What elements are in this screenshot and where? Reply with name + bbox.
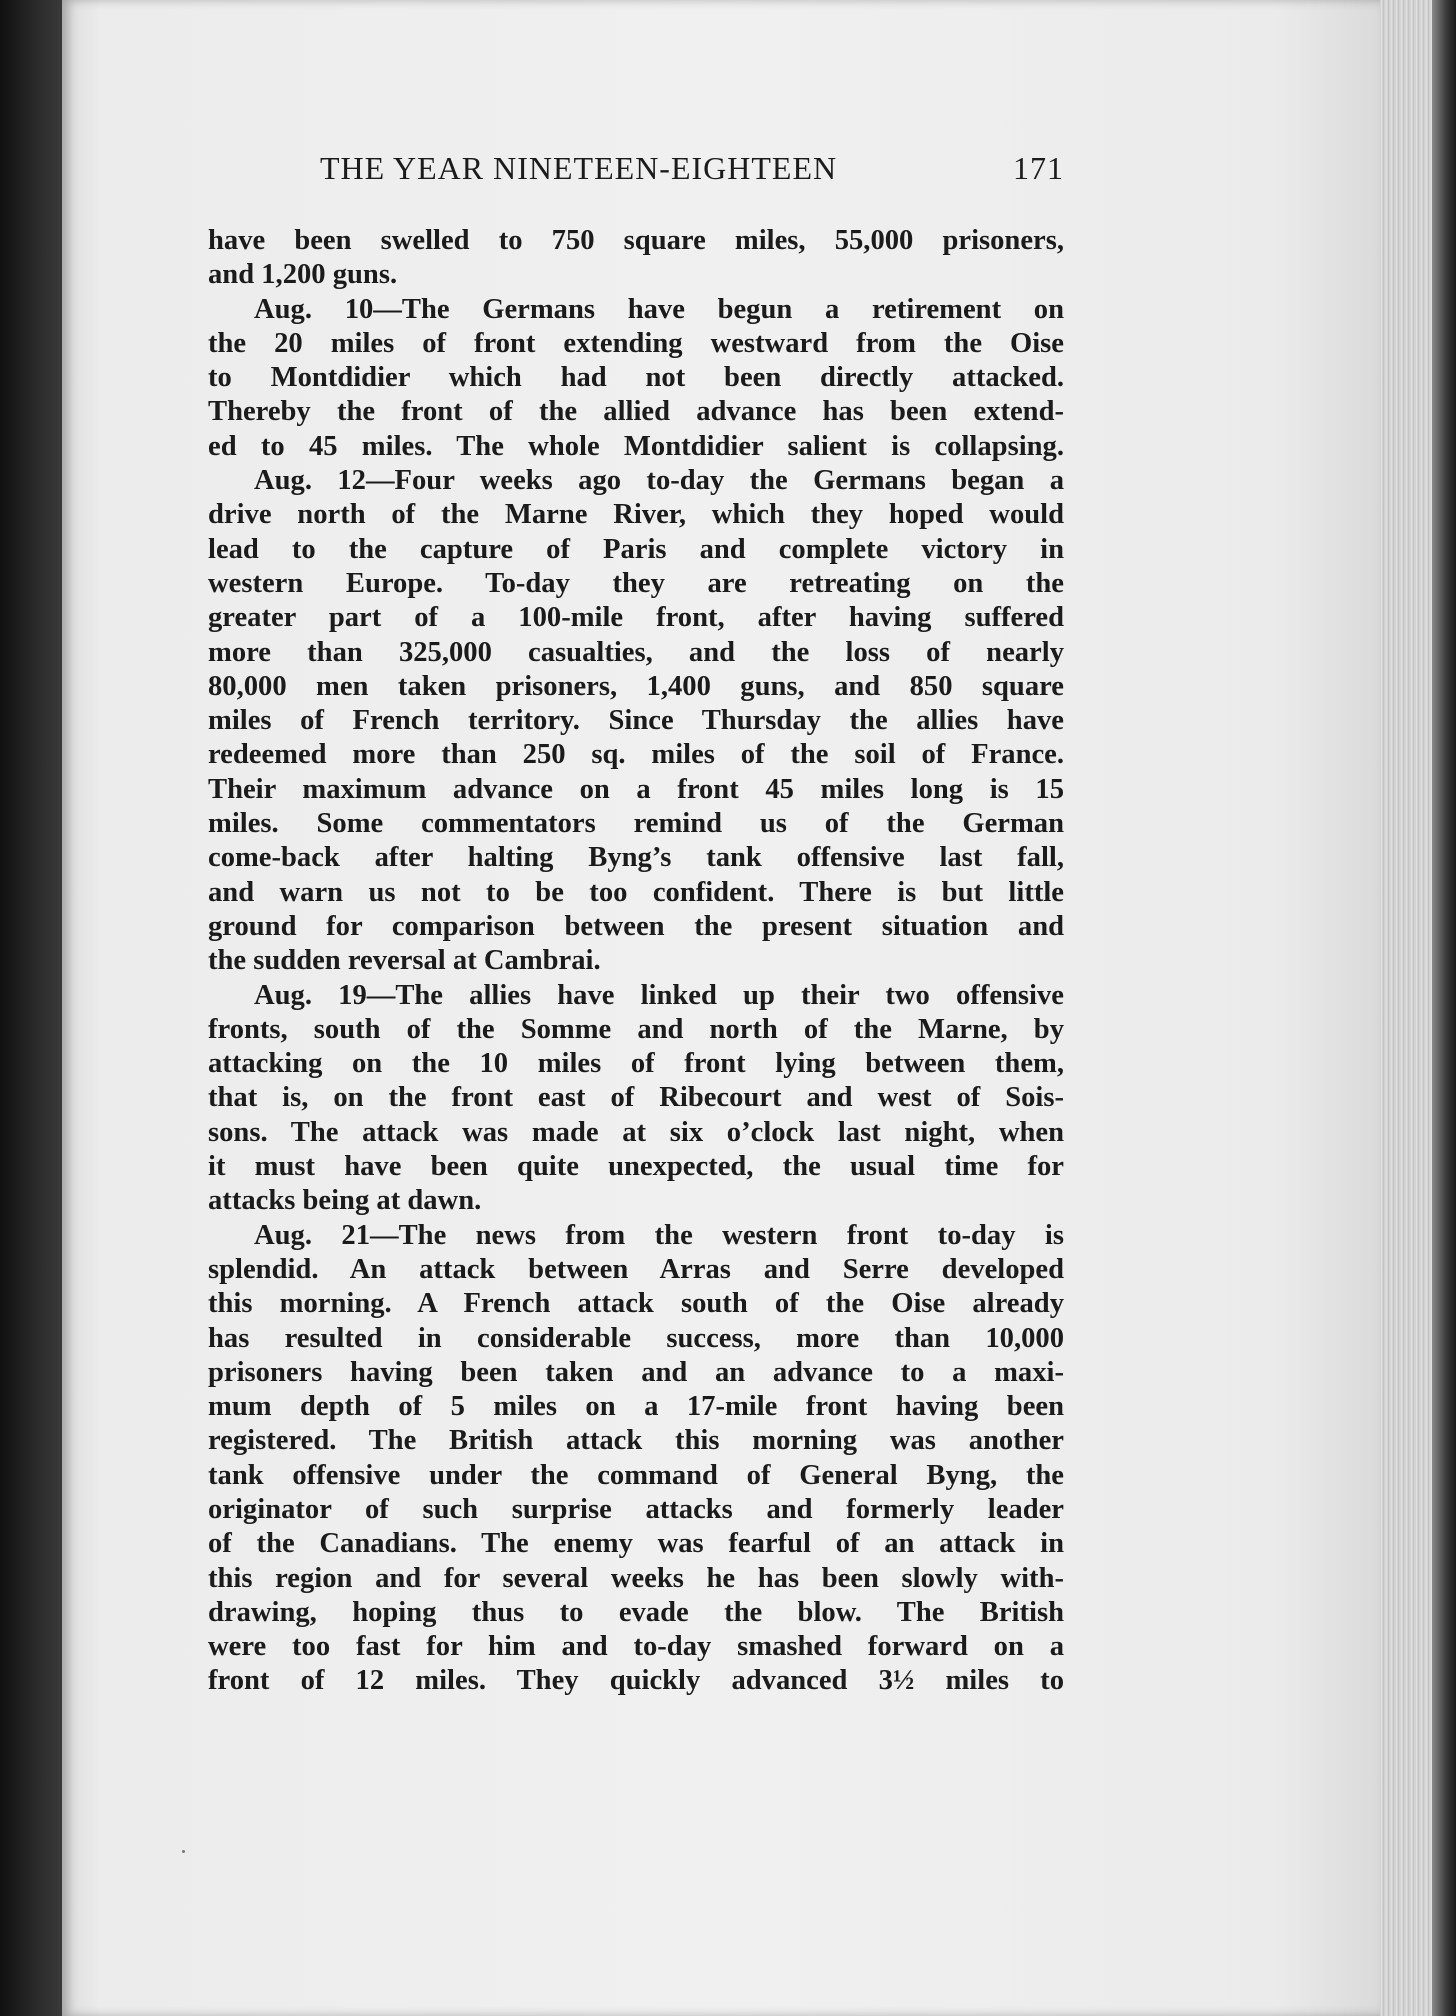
- text-line: to Montdidier which had not been directly attacked.: [208, 362, 1064, 394]
- text-line: drive north of the Marne River, which they hoped would: [208, 499, 1064, 531]
- text-line: the 20 miles of front extending westward from the Oise: [208, 327, 1064, 359]
- text-line: western Europe. To-day they are retreating on the: [208, 567, 1064, 599]
- text-line: miles of French territory. Since Thursday the allies have: [208, 705, 1064, 737]
- text-line: this morning. A French attack south of the Oise already: [208, 1288, 1064, 1320]
- text-line: front of 12 miles. They quickly advanced 3½ miles to: [208, 1665, 1064, 1697]
- text-line: this region and for several weeks he has been slowly with-: [208, 1562, 1064, 1594]
- text-line: tank offensive under the command of General Byng, the: [208, 1459, 1064, 1491]
- text-line: Aug. 19—The allies have linked up their two offensive: [254, 979, 1064, 1011]
- text-line: ground for comparison between the present situation and: [208, 910, 1064, 942]
- text-line: lead to the capture of Paris and complete victory in: [208, 533, 1064, 565]
- paragraph: [208, 1219, 1064, 1699]
- text-line: come-back after halting Byng’s tank offensive last fall,: [208, 842, 1064, 874]
- text-line: more than 325,000 casualties, and the loss of nearly: [208, 636, 1064, 668]
- book-binding: [0, 0, 62, 2016]
- text-line: originator of such surprise attacks and formerly leader: [208, 1493, 1064, 1525]
- text-line: were too fast for him and to-day smashed forward on a: [208, 1631, 1064, 1663]
- text-line: registered. The British attack this morning was another: [208, 1425, 1064, 1457]
- text-line: miles. Some commentators remind us of the German: [208, 808, 1064, 840]
- text-line: sons. The attack was made at six o’clock last night, when: [208, 1116, 1064, 1148]
- text-line: the sudden reversal at Cambrai.: [208, 945, 601, 977]
- body-text: [208, 224, 1064, 1699]
- text-line: ed to 45 miles. The whole Montdidier salient is collapsing.: [208, 430, 1064, 462]
- text-line: Aug. 21—The news from the western front to-day is: [254, 1219, 1064, 1251]
- page-number: 171: [1013, 150, 1064, 186]
- text-line: redeemed more than 250 sq. miles of the soil of France.: [208, 739, 1064, 771]
- text-line: of the Canadians. The enemy was fearful of an attack in: [208, 1528, 1064, 1560]
- book-cover-edge: [1432, 0, 1456, 2016]
- text-line: 80,000 men taken prisoners, 1,400 guns, and 850 square: [208, 670, 1064, 702]
- paragraph: [208, 464, 1064, 978]
- text-line: attacks being at dawn.: [208, 1185, 482, 1217]
- text-line: Aug. 10—The Germans have begun a retirement on: [254, 293, 1064, 325]
- text-block: [208, 150, 1064, 1699]
- running-title: THE YEAR NINETEEN-EIGHTEEN: [320, 150, 838, 186]
- text-line: splendid. An attack between Arras and Serre developed: [208, 1253, 1064, 1285]
- running-head: [320, 150, 1064, 194]
- text-line: and 1,200 guns.: [208, 259, 398, 291]
- text-line: have been swelled to 750 square miles, 55,000 prisoners,: [208, 225, 1064, 256]
- text-line: prisoners having been taken and an advance to a maxi-: [208, 1356, 1064, 1388]
- text-line: that is, on the front east of Ribecourt and west of Sois-: [208, 1082, 1064, 1114]
- paper-speck: [182, 1850, 185, 1853]
- text-line: has resulted in considerable success, more than 10,000: [208, 1322, 1064, 1354]
- text-line: Aug. 12—Four weeks ago to-day the Germans began a: [254, 465, 1064, 497]
- paragraph: [208, 979, 1064, 1219]
- text-line: and warn us not to be too confident. There is but little: [208, 876, 1064, 908]
- text-line: Thereby the front of the allied advance has been extend-: [208, 396, 1064, 428]
- text-line: drawing, hoping thus to evade the blow. The British: [208, 1596, 1064, 1628]
- text-line: greater part of a 100-mile front, after having suffered: [208, 602, 1064, 634]
- text-line: it must have been quite unexpected, the usual time for: [208, 1151, 1064, 1183]
- paragraph: [208, 224, 1064, 293]
- text-line: mum depth of 5 miles on a 17-mile front having been: [208, 1391, 1064, 1423]
- text-line: Their maximum advance on a front 45 miles long is 15: [208, 773, 1064, 805]
- text-line: fronts, south of the Somme and north of the Marne, by: [208, 1013, 1064, 1045]
- text-line: attacking on the 10 miles of front lying between them,: [208, 1048, 1064, 1080]
- paragraph: [208, 293, 1064, 464]
